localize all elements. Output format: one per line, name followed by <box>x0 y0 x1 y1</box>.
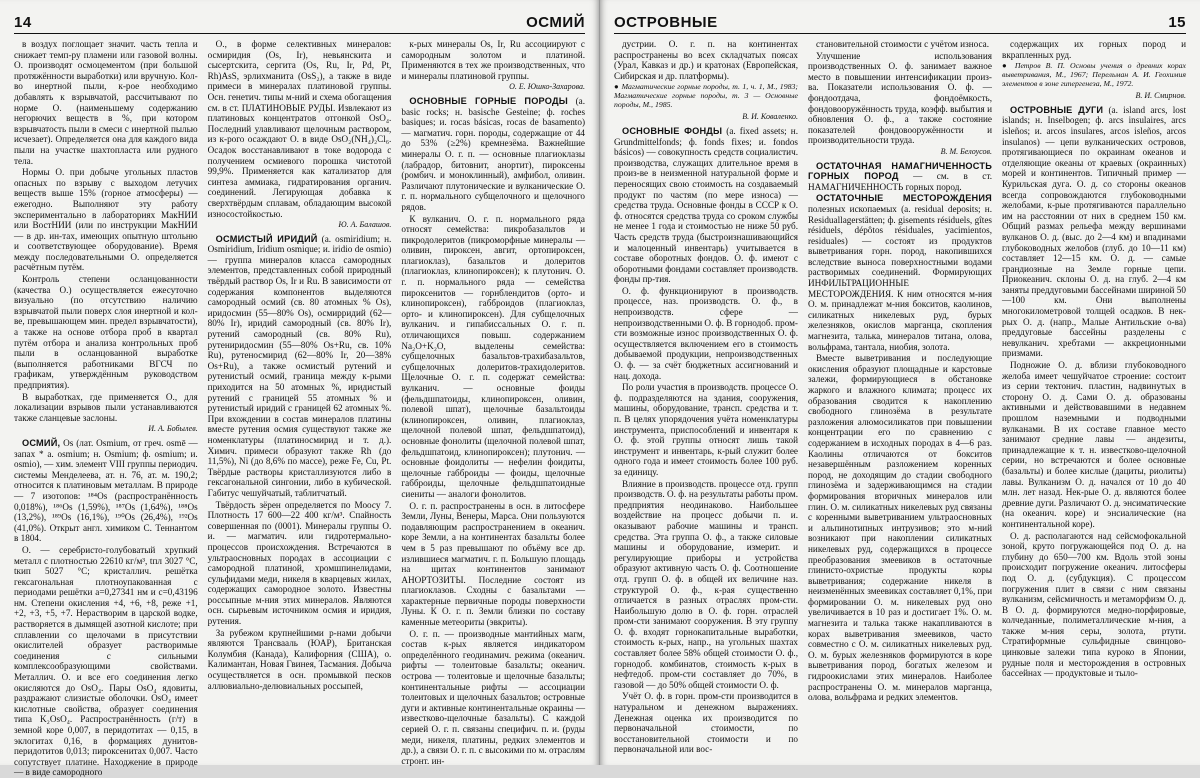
entry-paragraph <box>401 96 585 213</box>
paragraph <box>208 628 392 692</box>
paragraph <box>14 167 198 273</box>
paragraph-text: В. И. Смирнов. <box>1135 91 1186 101</box>
paragraph-text: (а. island arcs, lost islands; н. Inselbogen; ф. arcs insulaires, arcs isleños; и. arcos insulares, arcos isleños, arcos insulanos) — цепи вулканических островов, протягивающиеся по окраинам океанов и отделяющие океаны от краевых (окраинных) морей и континентов. Типичный пример — Курильская дуга. О. д. со стороны океанов всегда сопровождаются глубоководными желобами, к-рые протягиваются параллельно им на расстоянии от них в среднем 150 км. Общий размах рельефа между вершинами вулканов О. д. (выс. до 2—4 км) и впадинами глубоководных желобов (глуб. до 10—11 км) составляет 12—15 км. О. д. — самые грандиозные на Земле горные цепи. Приокеанич. склоны О. д. на глуб. 2—4 км заняты преддуговыми бассейнами шириной 50—100 км. Они выполнены многокилометровой толщей осадков. В нек-рых О. д. (напр., Малые Антильские о-ва) преддуговые бассейны разделены с невулканич. хребтами — аккреционными призмами. <box>1002 104 1187 359</box>
left-page-columns <box>14 39 586 778</box>
author-signature <box>401 82 585 93</box>
paragraph-text: Твёрдость зёрен определяется по Моосу 7. Плотность 17 600—22 400 кг/м³. Спайность совершенная по (0001). Минералы группы О. и. — магматич. или гидротермально-процессов происхождения. Встречаются в ультраосновных породах в ассоциации с самородной платиной, хромшпинелидами, сульфидами меди, никеля в кварцевых жилах, содержащих самородное золото. Известны россыпные м-ния этих минералов. Являются осн. сырьевым источником осмия и иридия, рутения. <box>207 499 392 627</box>
paragraph <box>14 39 198 166</box>
paragraph <box>1002 39 1186 60</box>
right-page-columns <box>614 39 1186 761</box>
paragraph <box>808 51 992 146</box>
paragraph-text: О. г. п. — производные мантийных магм, состав к-рых является индикатором определённого геодинамич. режима (океанич. рифты — толеитовые базальты; океанич. острова — толеитовые и щелочные базальты; континентальные рифты — ассоциации толеитовых и щелочных базальтов; островные дуги и активные континентальные окраины — известково-щелочные базальты). С каждой серией О. г. п. связаны специфич. п. и. (руды меди, никеля, платины, редких элементов и др.), а связи О. г. п. с высокими по м. отраслям стронт. ин- <box>401 628 586 766</box>
paragraph-text: дустрии. О. г. п. на континентах распространены во всех складчатых поясах (Урал, Кавказ и др.) и кратонах (Европейская, Сибирская и др. платформы). <box>614 39 798 81</box>
paragraph-text: Улучшение использования производственных О. ф. занимает важное место в повышении интенсификации произ-ва. Показатели использования О. ф. — фондоотдача, фондоёмкость, фондовооружённость труда, коэфф. выбытия и обновления О. ф., а также состояние показателей фондовооружённости и производительности труда. <box>808 50 992 146</box>
left-column-3 <box>401 39 586 766</box>
reference <box>614 82 798 109</box>
entry-headword: ОСТРОВНЫЕ ДУГИ <box>1010 104 1104 115</box>
entry-headword: ОСНОВНЫЕ ГОРНЫЕ ПОРОДЫ <box>409 95 568 106</box>
right-column-3 <box>1002 39 1186 761</box>
paragraph <box>14 274 198 391</box>
paragraph <box>208 500 392 627</box>
paragraph-text: К вулканич. О. г. п. нормального ряда относят семейства: пикробазальтов и пикродолеритов (пикроморфные минералы — оливин, пироксен, авгит, ортопироксен, плагиоклаз), базальтов и долеритов (плагиоклаз, клинопироксен); к плутонич. О. г. п. нормального ряда — семейства пироксенитов — горнблендитов (орто- и клинопироксен), габброидов (плагиоклаз, орто- и клинопироксен). Для субщелочных вулканич. и гипабиссальных О. г. п. отличающихся повыш. содержанием Na₂O+K₂O, выделены семейства: субщелочных базальтов-трахибазальтов, субщелочных долеритов-трахидолеритов. Щелочные О. г. п. содержат семейства: вулканич. — основные фоиды (фельдшпатоиды, клинопироксен, оливин, полевой шпат), щелочные базальтоиды (клинопироксен, оливин, плагиоклаз, щелочной полевой шпат, фельдшпатоид), основные фонолиты (щелочной полевой шпат, фельдшпатоид, клинопироксен); плутонич. — основные фоидолиты — нефелин фоидиты, щелочные габброиды — фоиды, щелочные габброиды, щелочные фельдшпатоидные сиениты — аналоги фонолитов. <box>401 213 586 499</box>
paragraph-text: О. г. п. распространены в осн. в литосфере Земли, Луны, Венеры, Марса. Они пользуются подавляющим распространением в океанич. коре Земли, а на континентах базальты более чем в 5 раз превышают по объёму все др. излившиеся магматич. г. п. Большую площадь на щитах континентов занимают АНОРТОЗИТЫ. Последние состоят из плагиоклазов. Сходны с базальтами — характерные первичные породы поверхности Луны. К О. г. п. Земли близки по составу каменные метеориты (эвкриты). <box>401 500 586 628</box>
paragraph-text: И. А. Бобылев. <box>148 424 198 434</box>
author-signature <box>208 220 392 231</box>
paragraph <box>14 545 198 778</box>
right-page-number: 15 <box>1168 14 1186 31</box>
entry-headword: ОСМИЙ, <box>22 437 61 448</box>
left-column-2 <box>208 39 392 761</box>
paragraph-text: О. д. располагаются над сейсмофокальной зоной, круто погружающейся под О. д. на глубину до 650—700 км. Вдоль этой зоны происходит погружение океанич. литосферы под О. д. (субдукция). С процессом погружения плит в связи с ним связаны вулканизм, сейсмичность и метаморфизм О. д. В О. д. формируются медно-порфировые, колчеданные, полиметаллические м-ния, а также м-ния серы, золота, ртути. Стратиформные сульфидные свинцово-цинковые залежи типа куроко в Японии, рудные поля и месторождения в островных бассейнах — продуктовые и тыло- <box>1002 530 1186 679</box>
paragraph <box>14 392 198 424</box>
paragraph-text: полезных ископаемых (а. residual deposits; н. Residuallagerstätten; ф. gisements résiduels, gîtes résiduels, dépôtos résiduales, yacimientos, residuales) — состоят из продуктов выветривания горн. пород, накопившихся вследствие выноса поверхностными водами растворимых соединений. Формирующих ИНФИЛЬТРАЦИОННЫЕ МЕСТОРОЖДЕНИЯ. К ним относятся м-ния О. м. принадлежат м-ния бокситов, каолинов, силикатных никелевых руд, бурых железняков, окислов марганца, скопления магнезита, талька, минералов титана, олова, вольфрама, тантала, ниобия, золота. <box>808 203 992 352</box>
right-column-1 <box>614 39 798 761</box>
paragraph <box>1002 531 1186 679</box>
author-signature <box>1002 91 1186 102</box>
paragraph <box>808 353 992 703</box>
paragraph <box>401 39 585 81</box>
paragraph-text: (а. fixed assets; н. Grundmittelfonds; ф. fonds fixes; и. fondos básicos) — совокупность средств социалистич. производства, служащих длительное время в произ-ве в неизменной натуральной форме и переносящих свою стоимость на создаваемый продукт по частям (по мере износа) — средства труда. Основные фонды в СССР к О. ф. относятся средства труда со сроком службы не менее 1 года и стоимостью не ниже 50 руб. Часть средств труда (быстроизнашивающийся и малоценный инвентарь) учитывается в составе оборотных фондов. О. ф. имеют с оборотными фондами составляет производств. фонды пр-тия. <box>614 125 798 285</box>
author-signature <box>614 112 798 123</box>
paragraph <box>614 479 798 691</box>
entry-headword: ОСТАТОЧНЫЕ МЕСТОРОЖДЕНИЯ <box>816 193 992 204</box>
paragraph <box>808 39 992 50</box>
author-signature <box>14 424 198 435</box>
paragraph-text: к-рых минералы Os, Ir, Ru ассоциируют с самородным золотом и платиной. Применяются в тех же производственных, что и минералы платиновой группы. <box>401 39 586 81</box>
paragraph-text: — см. в ст. НАМАГНИЧЕННОСТЬ горных пород. <box>808 171 993 192</box>
entry-paragraph <box>808 161 992 193</box>
right-column-2 <box>808 39 992 761</box>
left-page-number: 14 <box>14 14 32 31</box>
paragraph <box>614 39 798 81</box>
paragraph-text: Нормы О. при добыче угольных пластов опасных по взрыву с выходом летучих веществ выше 15% (горное атмосферы) — ежегодно. Выполняют эту работу экспериментально в лабораториях МакНИИ или ВостНИИ (или по инструкции МакНИИ — в др. ин-тах, имеющих опытную штольню и соответствующее оборудование). Время между последовательными О. определяется расчётным путём. <box>14 167 198 273</box>
paragraph-text: О., в форме селективных минералов: осмиридия (Os, Ir), невьянскита и сысертскита, сергита (Os, Ru, Ir, Pd, Pt, Rh)AsS, эрлихманита (OsS₂), а также в виде примеси в минералах платиновой группы. Осн. генетич. типы м-ний и схема обогащения см. в ст. ПЛАТИНОВЫЕ РУДЫ. Извлекают из платиновых концентратов отгонкой OsO₄. Последний улавливают щелочным раствором, из к-рого осаждают О. в виде OsO₂(NH₄)₂Cl₆. Осадок восстанавливают в токе водорода с получением осмиевого порошка чистотой 99,9%. Применяется как катализатор для синтеза аммиака, гидратирования органич. соединений. Легирующая добавка к сверхтвёрдым сплавам, обладающим высокой износостойкостью. <box>207 39 392 219</box>
paragraph-text: За рубежом крупнейшими р-нами добычи являются Трансвааль (ЮАР), Британская Колумбия (Канада), Калифорния (США), о. Калимантан, Новая Гвинея, Тасмания. Добыча осуществляется в осн. промывкой песков аллювиально-делювиальных россыпей, <box>207 627 392 691</box>
paragraph-text: Влияние в производств. процессе отд. групп производств. О. ф. на результаты работы пром. предприятия неодинаково. Наибольшее воздействие на процесс добычи п. и. оказывают рабочие машины и трансп. средства. Эта группа О. ф., а также силовые машины и оборудование, измерит. и регулирующие приборы и устройства образуют активную часть О. ф. Соотношение отд. групп О. ф. в общей их величине наз. структурой О. ф., к-рая существенно отличается в разных отраслях пром-сти. Наибольшую долю в О. ф. горн. отраслей пром-сти занимают сооружения. В эту группу О. ф. входят горнокапитальные выработки, стоимость к-рых, напр., на угольных шахтах составляет более 58% общей стоимости О. ф., горнодоб. комбинатов, стоимость к-рых в нефтедоб. пром-сти составляет до 70%, в газовой — до 50% общей стоимости О. ф. <box>614 478 798 690</box>
paragraph <box>401 501 585 628</box>
paragraph-text: О. — серебристо-голубоватый хрупкий металл с плотностью 22610 кг/м³, tпл 3027 °С, tкип 5027 °С; кристаллич. решётка гексагональная плотноупакованная с периодами решётки а=0,27341 нм и с=0,43196 нм. Степени окисления +4, +6, +8, реже +1, +2, +3, +5, +7. Нерастворим в царской водке, растворяется в дымящей азотной кислоте; при сплавлении со щелочами в присутствии окислителей образует растворимые соединения с сильными комплексообразующими свойствами. Металлич. О. и все его соединения легко окисляются до OsO₄. Пары OsO₄ ядовиты, раздражают слизистые оболочки. OsO₄ имеет кислотные свойства, образует соединения типа K₂OsO₄. Распространённость (г/т) в земной коре 0,007, в перидотитах — 0,15, в эклогитах 0,16, в формациях дунитов-перидотитов 0,013; пироксенитах 0,007. Часто сопутствует платине. Находжение в природе — в виде самородного <box>14 544 198 778</box>
paragraph-text: В. И. Коваленко. <box>742 112 798 122</box>
paragraph-text: По роли участия в производств. процессе О. ф. подразделяются на здания, сооружения, машины, оборудование, трансп. средства и т. п. В целях упорядочения учёта номенклатуры инструмента, приспособлений и инвентаря к О. ф. этой группы относят лишь такой инструмент и инвентарь, к-рый служит более одного года и имеет стоимость более 100 руб. за единицу. <box>614 382 798 477</box>
entry-paragraph <box>808 193 992 352</box>
entry-paragraph <box>208 234 392 499</box>
right-page <box>600 0 1200 765</box>
paragraph <box>401 214 585 500</box>
right-page-header <box>614 14 1186 34</box>
left-running-head: ОСМИЙ <box>526 14 585 31</box>
paragraph-text: ● Петров В. П. Основы учения о древних корах выветривания, М., 1967; Перельман А. И. Геохимия элементов в зоне гипергенеза, М., 1972. <box>1002 61 1186 89</box>
paragraph-text: Вместе выветривания и последующие окисления образуют площадные и карстовые залежи, формирующиеся в обстановке жаркого и влажного климата; процесс их образования сводится к накоплению свободного глинозёма в результате разложения алюмосиликатов при повышении концентрации его по сравнению с содержанием в исходных породах в 4—6 раз. Каолины отличаются от бокситов незавершённым разложением коренных пород, не доходящим до стадии свободного глинозёма и задерживающимся на стадии формирования вторичных минералов или глин. О. м. силикатных никелевых руд связаны с коренными выветриванием ультраосновных и альпинотипных интрузивов; это м-ний возникают при накоплении силикатных никелевых руд, содержащихся в процессе преобразования змеевиков в остаточные глинисто-охристые продукты коры выветривания; содержание никеля в неизменённых змеевиках составляет 0,1%, при формировании О. м. никелевых руд оно увеличивается в 10 раз и достигает 1%. О. м. магнезита и талька также накапливаются в корах выветривания змеевиков, часто совместно с О. м. силикатных никелевых руд. О. м. бурых железняков формируются в коре выветривания пород, богатых железом и гидроокислами этих минералов. Наиболее распространены О. м. минералов марганца, олова, вольфрама и редких элементов. <box>808 353 992 703</box>
entry-headword: ОСТАТОЧНАЯ НАМАГНИЧЕННОСТЬ ГОРНЫХ ПОРОД <box>808 160 992 182</box>
paragraph <box>614 382 798 477</box>
paragraph-text: ● Магматические горные породы, т. 1, ч. 1, М., 1983; Магматические горные породы, т. 3 — Основные породы, М., 1985. <box>614 82 798 110</box>
paragraph-text: В. М. Белоусов. <box>940 146 992 156</box>
paragraph-text: Os (лат. Osmium, от греч. osmē — запах * а. osmium; н. Osmium; ф. osmium; и. osmio), — хим. элемент VIII группы периодич. системы Менделеева, ат. н. 76, ат. м. 190,2; относится к платиновым металлам. В природе — 7 изотопов: ¹⁸⁴Os (распространённость 0,018%), ¹⁸⁶Os (1,59%), ¹⁸⁷Os (1,64%), ¹⁸⁸Os (13,2%), ¹⁸⁹Os (16,1%), ¹⁹⁰Os (26,4%), ¹⁹²Os (41,0%). Открыт англ. химиком С. Теннантом в 1804. <box>14 437 198 544</box>
paragraph-text: содержащих их горных пород и вкрапленных руд. <box>1002 39 1186 60</box>
left-column-1 <box>14 39 198 778</box>
entry-headword: ОСМИСТЫЙ ИРИДИЙ <box>215 233 318 244</box>
left-page-header <box>14 14 585 34</box>
paragraph <box>614 691 798 755</box>
paragraph-text: Учёт О. ф. в горн. пром-сти производится в натуральном и денежном выражениях. Денежная оценка их производится по первоначальной стоимости, по восстановительной стоимости и по первоначальной или вос- <box>614 691 798 755</box>
paragraph-text: О. Е. Юшко-Захарова. <box>509 82 586 92</box>
paragraph-text: Подножие О. д. вблизи глубоководного желоба имеет чешуйчатое строение: состоит из серии тектонич. пластин, надвинутых в сторону О. д. Сами О. д. образованы активными и действовавшими в недавнем прошлом наземными и подводными вулканами. В их составе главное место занимают средние лавы — андезиты, принадлежащие к т. н. известково-щелочной серии, но встречаются и более основные (базальты) и более кислые (дациты, риолиты) лавы. Вулканизм О. д. начался от 10 до 40 млн. лет назад. Нек-рые О. д. являются более древние дуги. Различают О. д. энсиматические (на океанич. коре) и энсиалические (на континентальной коре). <box>1002 360 1186 529</box>
paragraph <box>208 39 392 219</box>
paragraph-text: в воздух поглощает значит. часть тепла и снижает темп-ру пламени или газовой волны. О. производят осмоцементом (при большой протяжённости выработки) или вручную. Кол-во инертной пыли, к-рое необходимо добавлять к взрывчатой, рассчитывают по норме О. (наименьшему содержанию негорючих веществ в %, при котором взрывчатость пыли в смеси с инертной пылью исчезает). Определяется она для каждого вида пыли на участке шахтопласта или рудного тела. <box>14 39 198 166</box>
paragraph-text: (а. basic rocks; н. basische Gesteine; ф. roches basiques; и. rocas básicas, rocas de basamento) — магматич. горн. породы, содержащие от 44 до 53% (≥2%) кремнезёма. Важнейшие минералы О. г. п. — основные плагиоклазы (лабрадор, битовнит, анортит), пироксены (ромбич. и моноклинный), амфибол, оливин. Различают плутонические и вулканические О. г. п. нормального субщелочного и щелочного рядов. <box>401 95 586 212</box>
entry-paragraph <box>1002 105 1186 359</box>
author-signature <box>808 147 992 158</box>
paragraph <box>1002 360 1186 530</box>
right-running-head: ОСТРОВНЫЕ <box>614 14 718 31</box>
paragraph-text: Контроль степени осланцованности (качества О.) осуществляется ежесуточно визуально (по отсутствию наличию взрывчатой пыли поверх слоя инертной и кол-ве, превышающем мин. предел взрывчатости), а также на основе отбора проб в квартал путём отбора и анализа контрольных проб пыли в осланцованной выработке (выполняется работниками ВГСЧ по графикам, утверждённым руководством предприятия). <box>14 274 198 390</box>
paragraph-text: В выработках, где применяется О., для локализации взрывов пыли устанавливаются также сланцевые заслоны. <box>14 391 198 423</box>
entry-paragraph <box>14 438 198 544</box>
reference <box>1002 61 1186 88</box>
entry-headword: ОСНОВНЫЕ ФОНДЫ <box>622 125 723 136</box>
paragraph-text: О. ф. функционируют в производств. процессе, наз. производств. О. ф., в непроизводств. сфере — непроизводственными О. ф. В горнодоб. пром-сти возможные износ производственных О. ф. осуществляется включением его в стоимость добываемой продукции, непроизводственных О. ф. — за счёт бюджетных ассигнований и нац. дохода. <box>614 285 798 381</box>
paragraph-text: (а. osmiridium; н. Osmiridium, Iridium osmique; и. iridio de osmio) — группа минералов класса самородных элементов, представленных собой природный твёрдый раствор Os, Ir и Ru. В зависимости от содержания компонентов выделяются самородный осмий (св. 80 атомных % Os), иридосмин (55—80% Os), осмирридий (62—80% Ir), иридий самородный (св. 80% Ir), рутений самородный (св. 80% Ru), рутениридосмин (55—80% Os+Ru, св. 10% Ru), рутеносмирид (62—80% Ir, 20—38% Os+Ru), а также осмистый рутений и рутенистый осмий, граница между к-рыми приходится на 50 атомных %, иридистый рутений с границей 55 атомных % и рутенистый иридий с границей 62 атомных %. При вхождении в состав минералов платины вместе рутения осмия существуют также же номенклатуры (платиносмирид и т. д.). Химич. примеси образуют также Rh (до 11,5%), Ni (до 8,6% по массе), реже Fe, Cu, Pt. Твёрдые растворы кристаллизуются либо в гексагональной сингонии, либо в кубической. Габитус чешуйчатый, таблитчатый. <box>207 233 392 498</box>
paragraph <box>401 629 585 767</box>
paragraph-text: Ю. А. Балашов. <box>338 220 392 230</box>
paragraph <box>614 286 798 381</box>
paragraph-text: становительной стоимости с учётом износа. <box>816 39 990 49</box>
entry-paragraph <box>614 126 798 285</box>
